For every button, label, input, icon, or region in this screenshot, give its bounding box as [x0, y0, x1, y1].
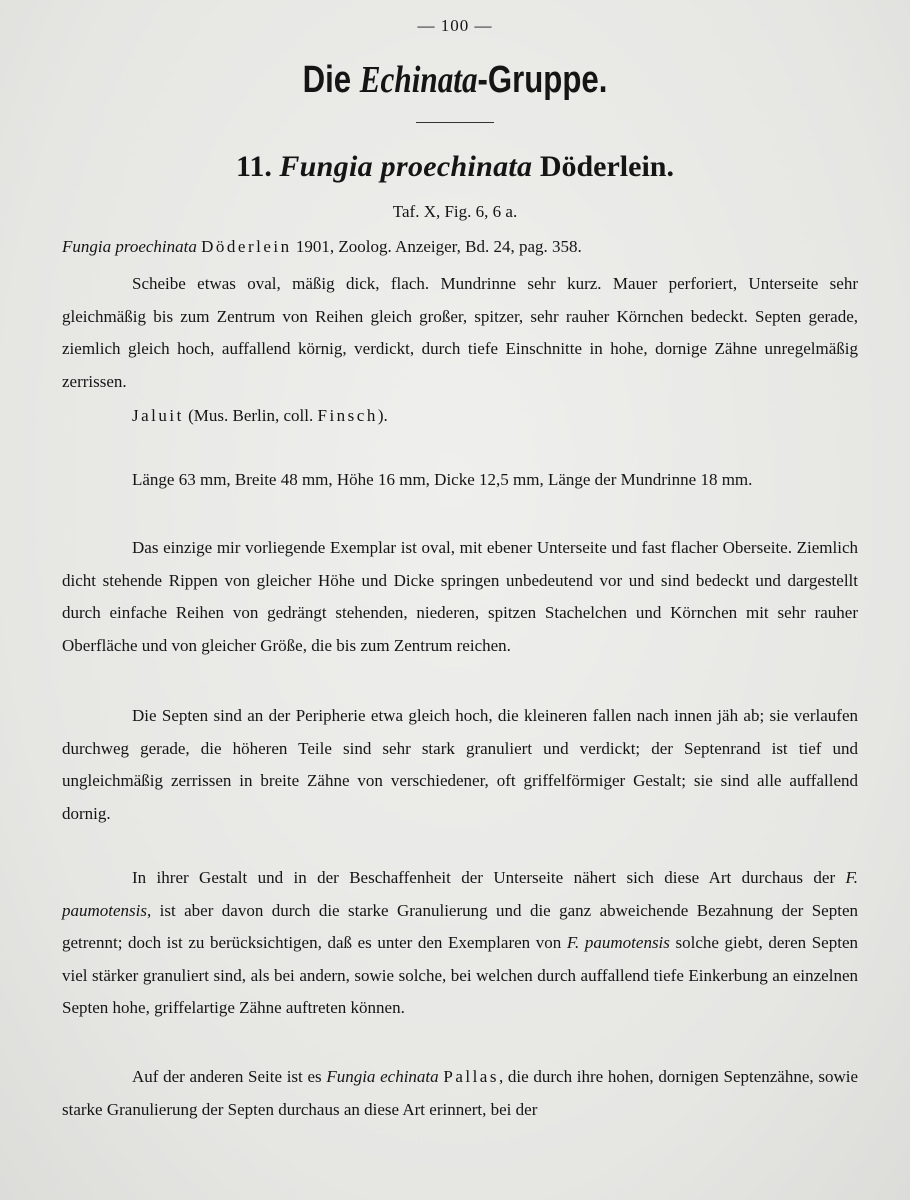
paragraph-other-side	[62, 1061, 858, 1126]
heading-divider	[416, 122, 494, 123]
species-name: Fungia proechinata	[279, 150, 533, 183]
citation	[62, 237, 862, 257]
paragraph-comparison	[62, 862, 858, 1025]
citation-author: Döderlein	[201, 237, 292, 256]
heading-italic: Echinata	[359, 59, 478, 101]
species-author: Döderlein.	[532, 150, 674, 183]
locality-collector: Finsch	[317, 406, 378, 425]
other-side-author: Pallas	[443, 1067, 499, 1086]
species-heading	[0, 150, 910, 184]
paragraph-specimen: Das einzige mir vorliegende Exemplar ist oval, mit ebener Unterseite und fast flacher Oberseite. Ziemlich dicht stehende Rippen von gleicher Höhe und Dicke springen unbedeutend vor und sind bedeckt und dargestellt durch einfache Reihen von gedrängt stehenden, niederen, spitzen Stachelchen und Körnchen mit sehr rauher Oberfläche und von gleicher Größe, die bis zum Zentrum reichen.	[62, 538, 858, 655]
other-side-species: Fungia echinata	[326, 1067, 439, 1086]
comparison-text-a: In ihrer Gestalt und in der Beschaffenheit der Unterseite nähert sich diese Art durchaus der	[132, 868, 846, 887]
other-side-text-b: , die durch ihre hohen, dornigen Septenzähne, sowie starke Granulierung der Septen durchaus an diese Art erinnert, bei der	[62, 1067, 858, 1119]
paragraph-locality	[62, 400, 858, 433]
locality-place: Jaluit	[132, 406, 184, 425]
paragraph-measurements: Länge 63 mm, Breite 48 mm, Höhe 16 mm, Dicke 12,5 mm, Länge der Mundrinne 18 mm.	[132, 470, 753, 489]
heading-pre: Die	[302, 59, 360, 101]
paragraph-septa: Die Septen sind an der Peripherie etwa gleich hoch, die kleineren fallen nach innen jäh ab; sie verlaufen durchweg gerade, die höheren Teile sind sehr stark granuliert und verdickt; der Septenrand ist tief und ungleichmäßig zerrissen in breite Zähne von verschiedener, oft griffelförmiger Gestalt; sie sind alle auffallend dornig.	[62, 706, 858, 823]
comparison-text-c: solche giebt, deren Septen viel stärker granuliert sind, als bei andern, sowie solche, bei welchen durch auffallend tiefe Einkerbung an einzelnen Septen hohe, griffelartige Zähne auftreten können.	[62, 933, 858, 1017]
citation-rest: 1901, Zoolog. Anzeiger, Bd. 24, pag. 358.	[291, 237, 582, 256]
comparison-species-2: F. paumotensis	[566, 933, 670, 952]
locality-end: ).	[377, 406, 388, 425]
citation-species: Fungia proechinata	[62, 237, 197, 256]
plate-reference: Taf. X, Fig. 6, 6 a.	[392, 202, 518, 221]
paragraph-diagnosis: Scheibe etwas oval, mäßig dick, flach. Mundrinne sehr kurz. Mauer perforiert, Unterseite sehr gleichmäßig bis zum Zentrum von Reihen gleich großer, spitzer, sehr rauher Körnchen bedeckt. Septen gerade, ziemlich gleich hoch, auffallend körnig, verdickt, durch tiefe Einschnitte in hohe, dornige Zähne unregelmäßig zerrissen.	[62, 274, 858, 391]
other-side-text-a: Auf der anderen Seite ist es	[132, 1067, 327, 1086]
comparison-text-b: , ist aber davon durch die starke Granulierung und die ganz abweichende Bezahnung der Septen getrennt; doch ist zu berücksichtigen, daß es unter den Exemplaren von	[62, 900, 858, 952]
page-number: — 100 —	[417, 16, 493, 35]
locality-text: (Mus. Berlin, coll.	[183, 406, 318, 425]
comparison-species-1: F. paumotensis	[62, 868, 858, 920]
section-heading	[82, 58, 828, 102]
heading-post: -Gruppe.	[477, 59, 608, 101]
species-number: 11.	[236, 150, 280, 183]
